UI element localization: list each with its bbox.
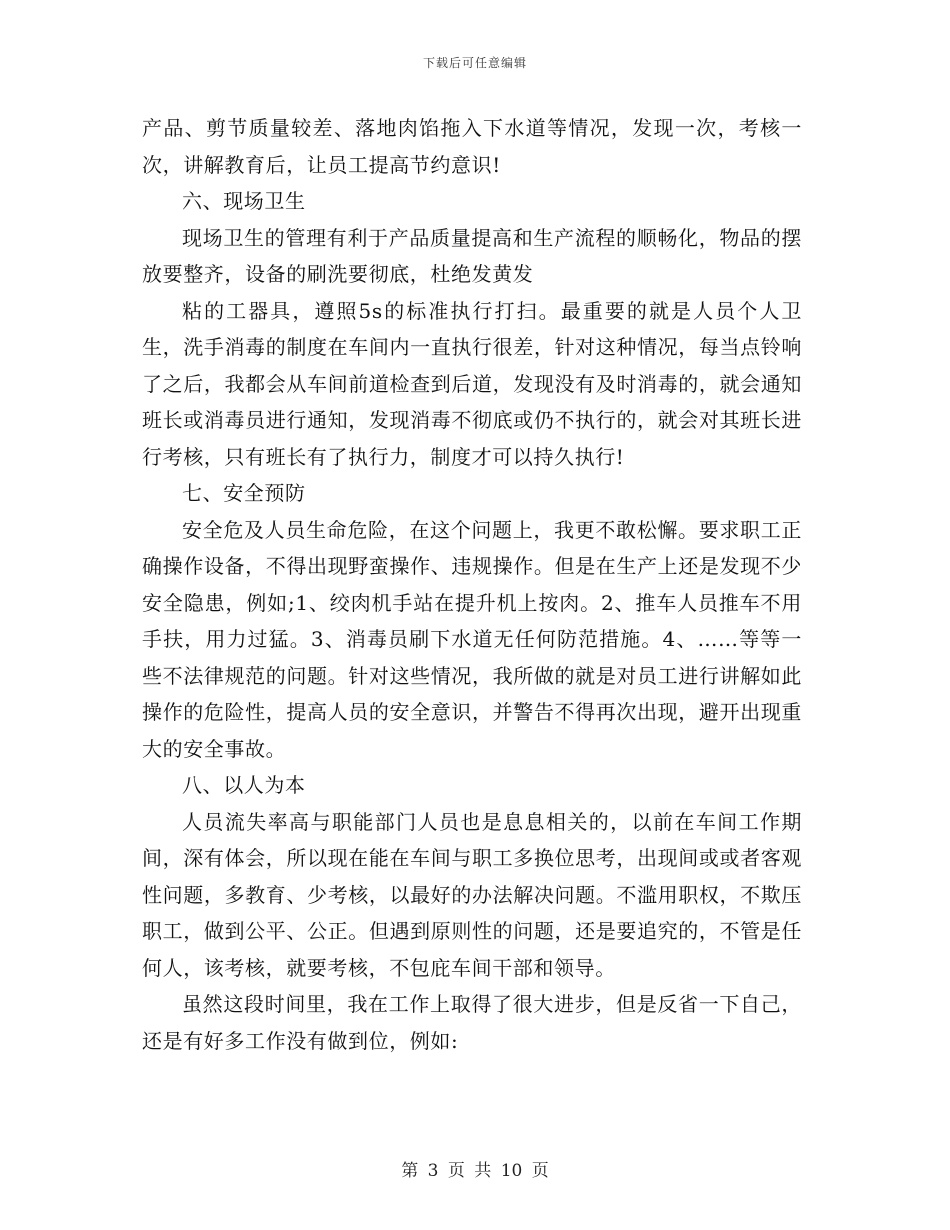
document-body <box>142 110 802 1059</box>
paragraph-1: 产品、剪节质量较差、落地肉馅拖入下水道等情况，发现一次，考核一次，讲解教育后，让员工提高节约意识! <box>142 116 802 177</box>
page-header: 下载后可任意编辑 <box>422 56 527 70</box>
paragraph-3: 粘的工器具，遵照5s的标准执行打扫。最重要的就是人员个人卫生，洗手消毒的制度在车间内一直执行很差，针对这种情况，每当点铃响了之后，我都会从车间前道检查到后道，发现没有及时消毒的，就会通知班长或消毒员进行通知，发现消毒不彻底或仍不执行的，就会对其班长进行考核，只有班长有了执行力，制度才可以持久执行! <box>142 298 802 469</box>
paragraph-6: 虽然这段时间里，我在工作上取得了很大进步，但是反省一下自己，还是有好多工作没有做到位，例如: <box>142 992 802 1053</box>
paragraph-2: 现场卫生的管理有利于产品质量提高和生产流程的顺畅化，物品的摆放要整齐，设备的刷洗要彻底，杜绝发黄发 <box>142 225 802 286</box>
paragraph-5: 人员流失率高与职能部门人员也是息息相关的，以前在车间工作期间，深有体会，所以现在能在车间与职工多换位思考，出现间或或者客观性问题，多教育、少考核，以最好的办法解决问题。不滥用职权，不欺压职工，做到公平、公正。但遇到原则性的问题，还是要追究的，不管是任何人，该考核，就要考核，不包庇车间干部和领导。 <box>142 809 802 980</box>
page-footer: 第 3 页 共 10 页 <box>401 1161 549 1181</box>
section-heading-7: 七、安全预防 <box>182 481 306 505</box>
section-heading-6: 六、现场卫生 <box>182 189 306 213</box>
paragraph-4: 安全危及人员生命危险，在这个问题上，我更不敢松懈。要求职工正确操作设备，不得出现野蛮操作、违规操作。但是在生产上还是发现不少安全隐患，例如;1、绞肉机手站在提升机上按肉。2、推车人员推车不用手扶，用力过猛。3、消毒员刷下水道无任何防范措施。4、……等等一些不法律规范的问题。针对这些情况，我所做的就是对员工进行讲解如此操作的危险性，提高人员的安全意识，并警告不得再次出现，避开出现重大的安全事故。 <box>142 517 802 761</box>
section-heading-8: 八、以人为本 <box>182 773 306 797</box>
